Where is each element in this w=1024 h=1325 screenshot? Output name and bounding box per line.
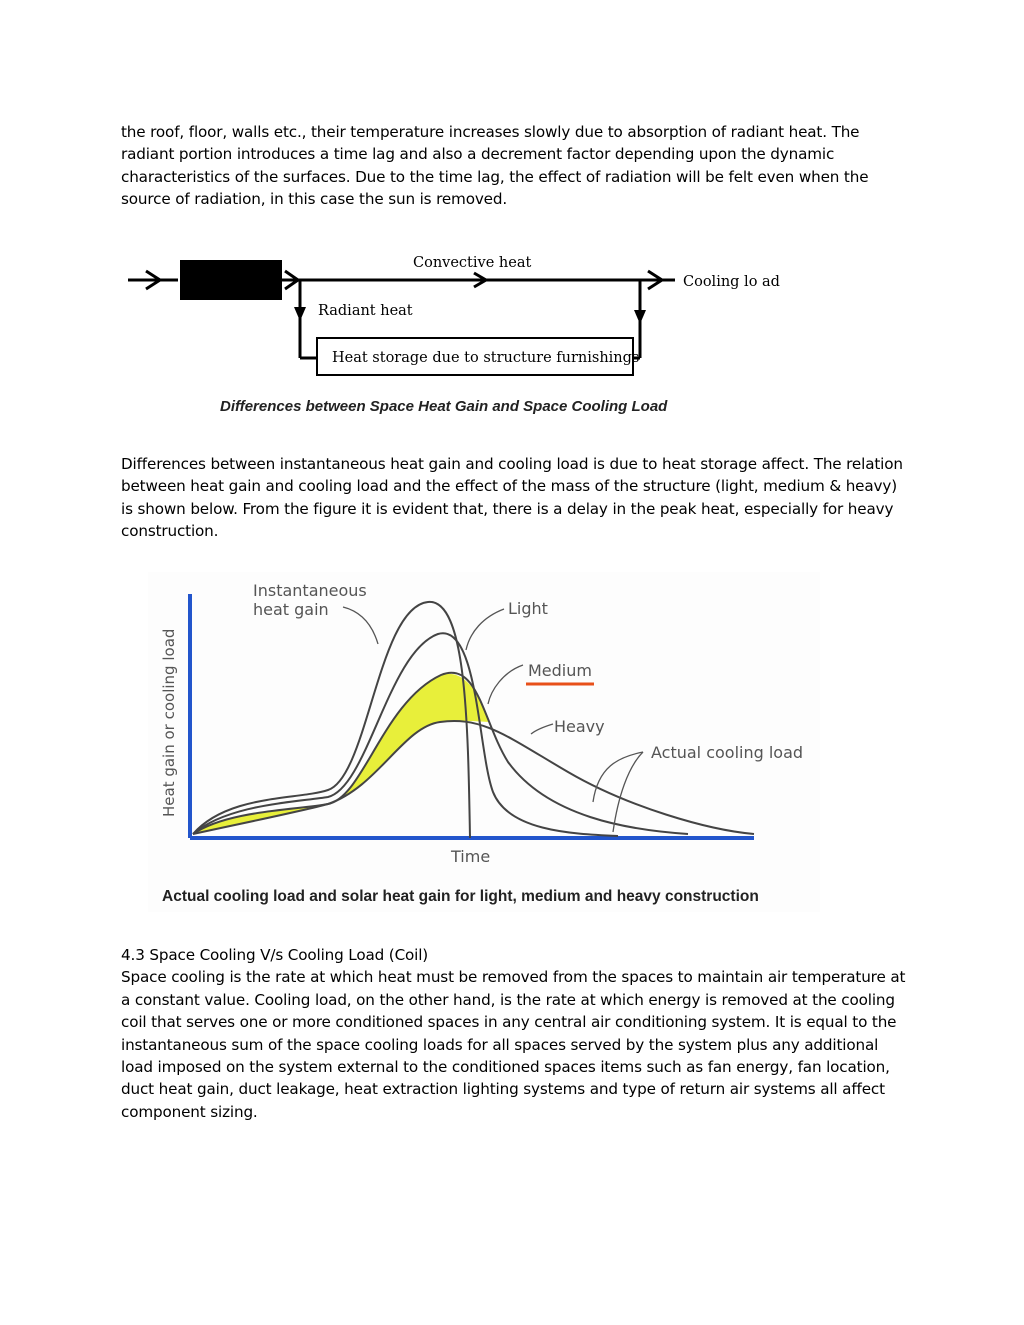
heat-gain-label: heat gain [253,600,329,619]
medium-label: Medium [528,661,592,680]
paragraph-radiant-heat: the roof, floor, walls etc., their temperature increases slowly due to absorption of radiant heat. The radiant portion introduces a time lag and also a decrement factor depending upon the dynamic characteristics of the surfaces. Due to the time lag, the effect of radiation will be felt even when the source of radiation, in this case the sun is removed. [121,123,869,209]
paragraph-space-cooling: Space cooling is the rate at which heat must be removed from the spaces to maintain air temperature at a constant value. Cooling load, on the other hand, is the rate at which energy is removed at the cooling coil that serves one or more conditioned spaces in any central air conditioning system. It is equal to the instantaneous sum of the space cooling loads for all spaces served by the system plus any additional load imposed on the system external to the conditioned spaces items such as fan energy, fan location, duct heat gain, duct leakage, heat extraction lighting systems and type of return air systems all affect component sizing. [121,968,906,1121]
cooling-load-curves-figure [148,572,820,912]
actual-cooling-load-label: Actual cooling load [651,743,804,762]
light-label: Light [508,599,548,618]
cooling-load-label: Cooling lo ad [683,274,780,290]
convective-heat-label: Convective heat [413,255,532,271]
heavy-label: Heavy [554,717,605,736]
heat-storage-label: Heat storage due to structure furnishings [332,350,640,366]
section-space-cooling [121,944,911,1123]
radiant-heat-label: Radiant heat [318,303,413,319]
instantaneous-label: Instantaneous [253,581,367,600]
section-heading: 4.3 Space Cooling V/s Cooling Load (Coil) [121,946,429,964]
paragraph-heat-storage: Differences between instantaneous heat gain and cooling load is due to heat storage affect. The relation between heat gain and cooling load and the effect of the mass of the structure (light, medium & heavy) is shown below. From the figure it is evident that, there is a delay in the peak heat, especially for heavy construction. [121,455,903,541]
heat-source-box [180,260,282,300]
figure2-caption: Actual cooling load and solar heat gain for light, medium and heavy construction [162,888,759,905]
figure1-caption: Differences between Space Heat Gain and Space Cooling Load [220,398,668,415]
heat-gain-flow-diagram [120,245,780,425]
y-axis-label: Heat gain or cooling load [160,628,178,817]
time-axis-label: Time [451,847,491,866]
